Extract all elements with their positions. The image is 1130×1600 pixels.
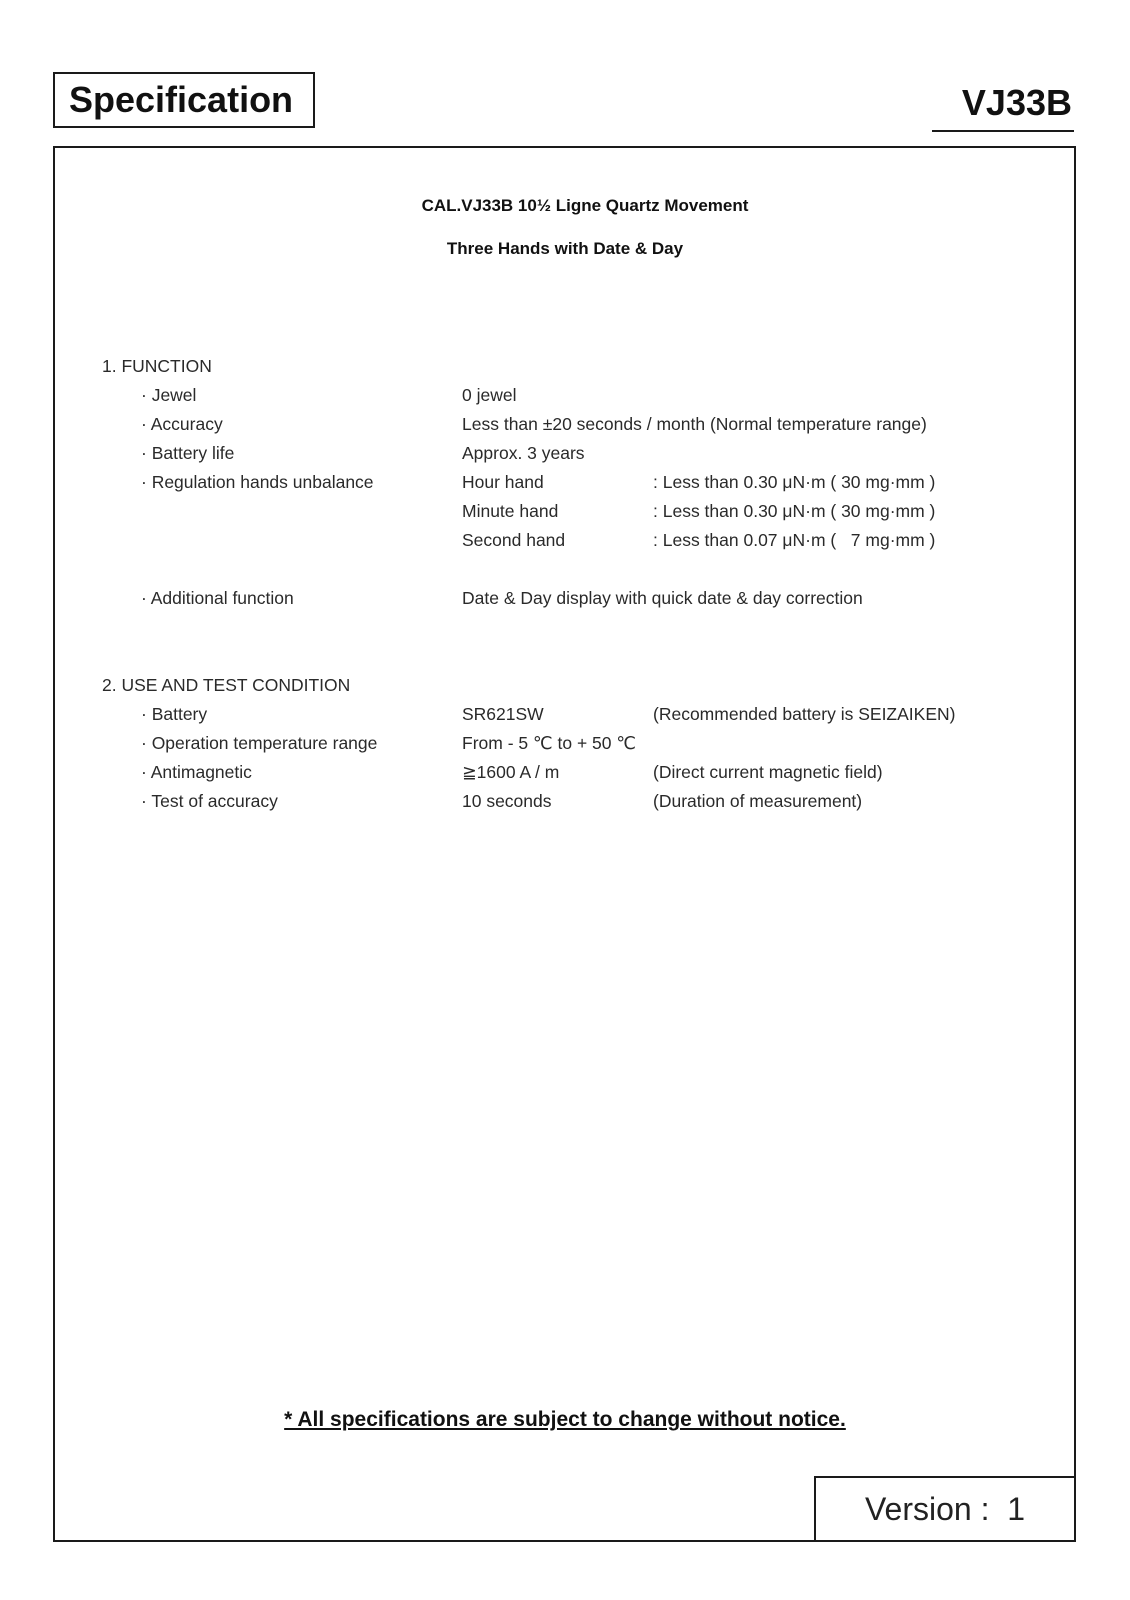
operation-temperature-value: From - 5 ℃ to + 50 ℃ <box>462 733 637 753</box>
battery-note: (Recommended battery is SEIZAIKEN) <box>653 704 956 724</box>
operation-temperature-label: · Operation temperature range <box>141 733 378 753</box>
battery-value: SR621SW <box>462 704 544 724</box>
accuracy-value: Less than ±20 seconds / month (Normal temperature range) <box>462 414 927 434</box>
model-underline <box>932 130 1074 132</box>
specification-title: Specification <box>53 72 315 128</box>
second-hand-name: Second hand <box>462 530 566 550</box>
section-function-title: 1. FUNCTION <box>102 356 212 376</box>
minute-hand-spec: : Less than 0.30 μN·m ( 30 mg·mm ) <box>653 501 936 521</box>
section-use-test-title: 2. USE AND TEST CONDITION <box>102 675 351 695</box>
jewel-label: · Jewel <box>141 385 197 405</box>
additional-function-value: Date & Day display with quick date & day correction <box>462 588 863 608</box>
antimagnetic-label: · Antimagnetic <box>141 762 252 782</box>
test-accuracy-value: 10 seconds <box>462 791 552 811</box>
accuracy-label: · Accuracy <box>141 414 223 434</box>
battery-life-value: Approx. 3 years <box>462 443 585 463</box>
specification-change-notice: * All specifications are subject to change without notice. <box>284 1408 846 1431</box>
test-accuracy-note: (Duration of measurement) <box>653 791 863 811</box>
test-accuracy-label: · Test of accuracy <box>141 791 278 811</box>
battery-label: · Battery <box>141 704 208 724</box>
jewel-value: 0 jewel <box>462 385 517 405</box>
antimagnetic-value: ≧1600 A / m <box>462 762 560 782</box>
hands-unbalance-label: · Regulation hands unbalance <box>141 472 374 492</box>
version-label: Version : 1 <box>864 1490 1026 1527</box>
hour-hand-spec: : Less than 0.30 μN·m ( 30 mg·mm ) <box>653 472 936 492</box>
model-code: VJ33B <box>961 82 1072 123</box>
version-box <box>814 1476 1076 1542</box>
movement-heading: CAL.VJ33B 10½ Ligne Quartz Movement <box>421 196 749 215</box>
minute-hand-name: Minute hand <box>462 501 559 521</box>
movement-subheading: Three Hands with Date & Day <box>446 239 684 258</box>
hour-hand-name: Hour hand <box>462 472 544 492</box>
battery-life-label: · Battery life <box>141 443 235 463</box>
antimagnetic-note: (Direct current magnetic field) <box>653 762 883 782</box>
additional-function-label: · Additional function <box>141 588 294 608</box>
second-hand-spec: : Less than 0.07 μN·m ( 7 mg·mm ) <box>653 530 936 550</box>
